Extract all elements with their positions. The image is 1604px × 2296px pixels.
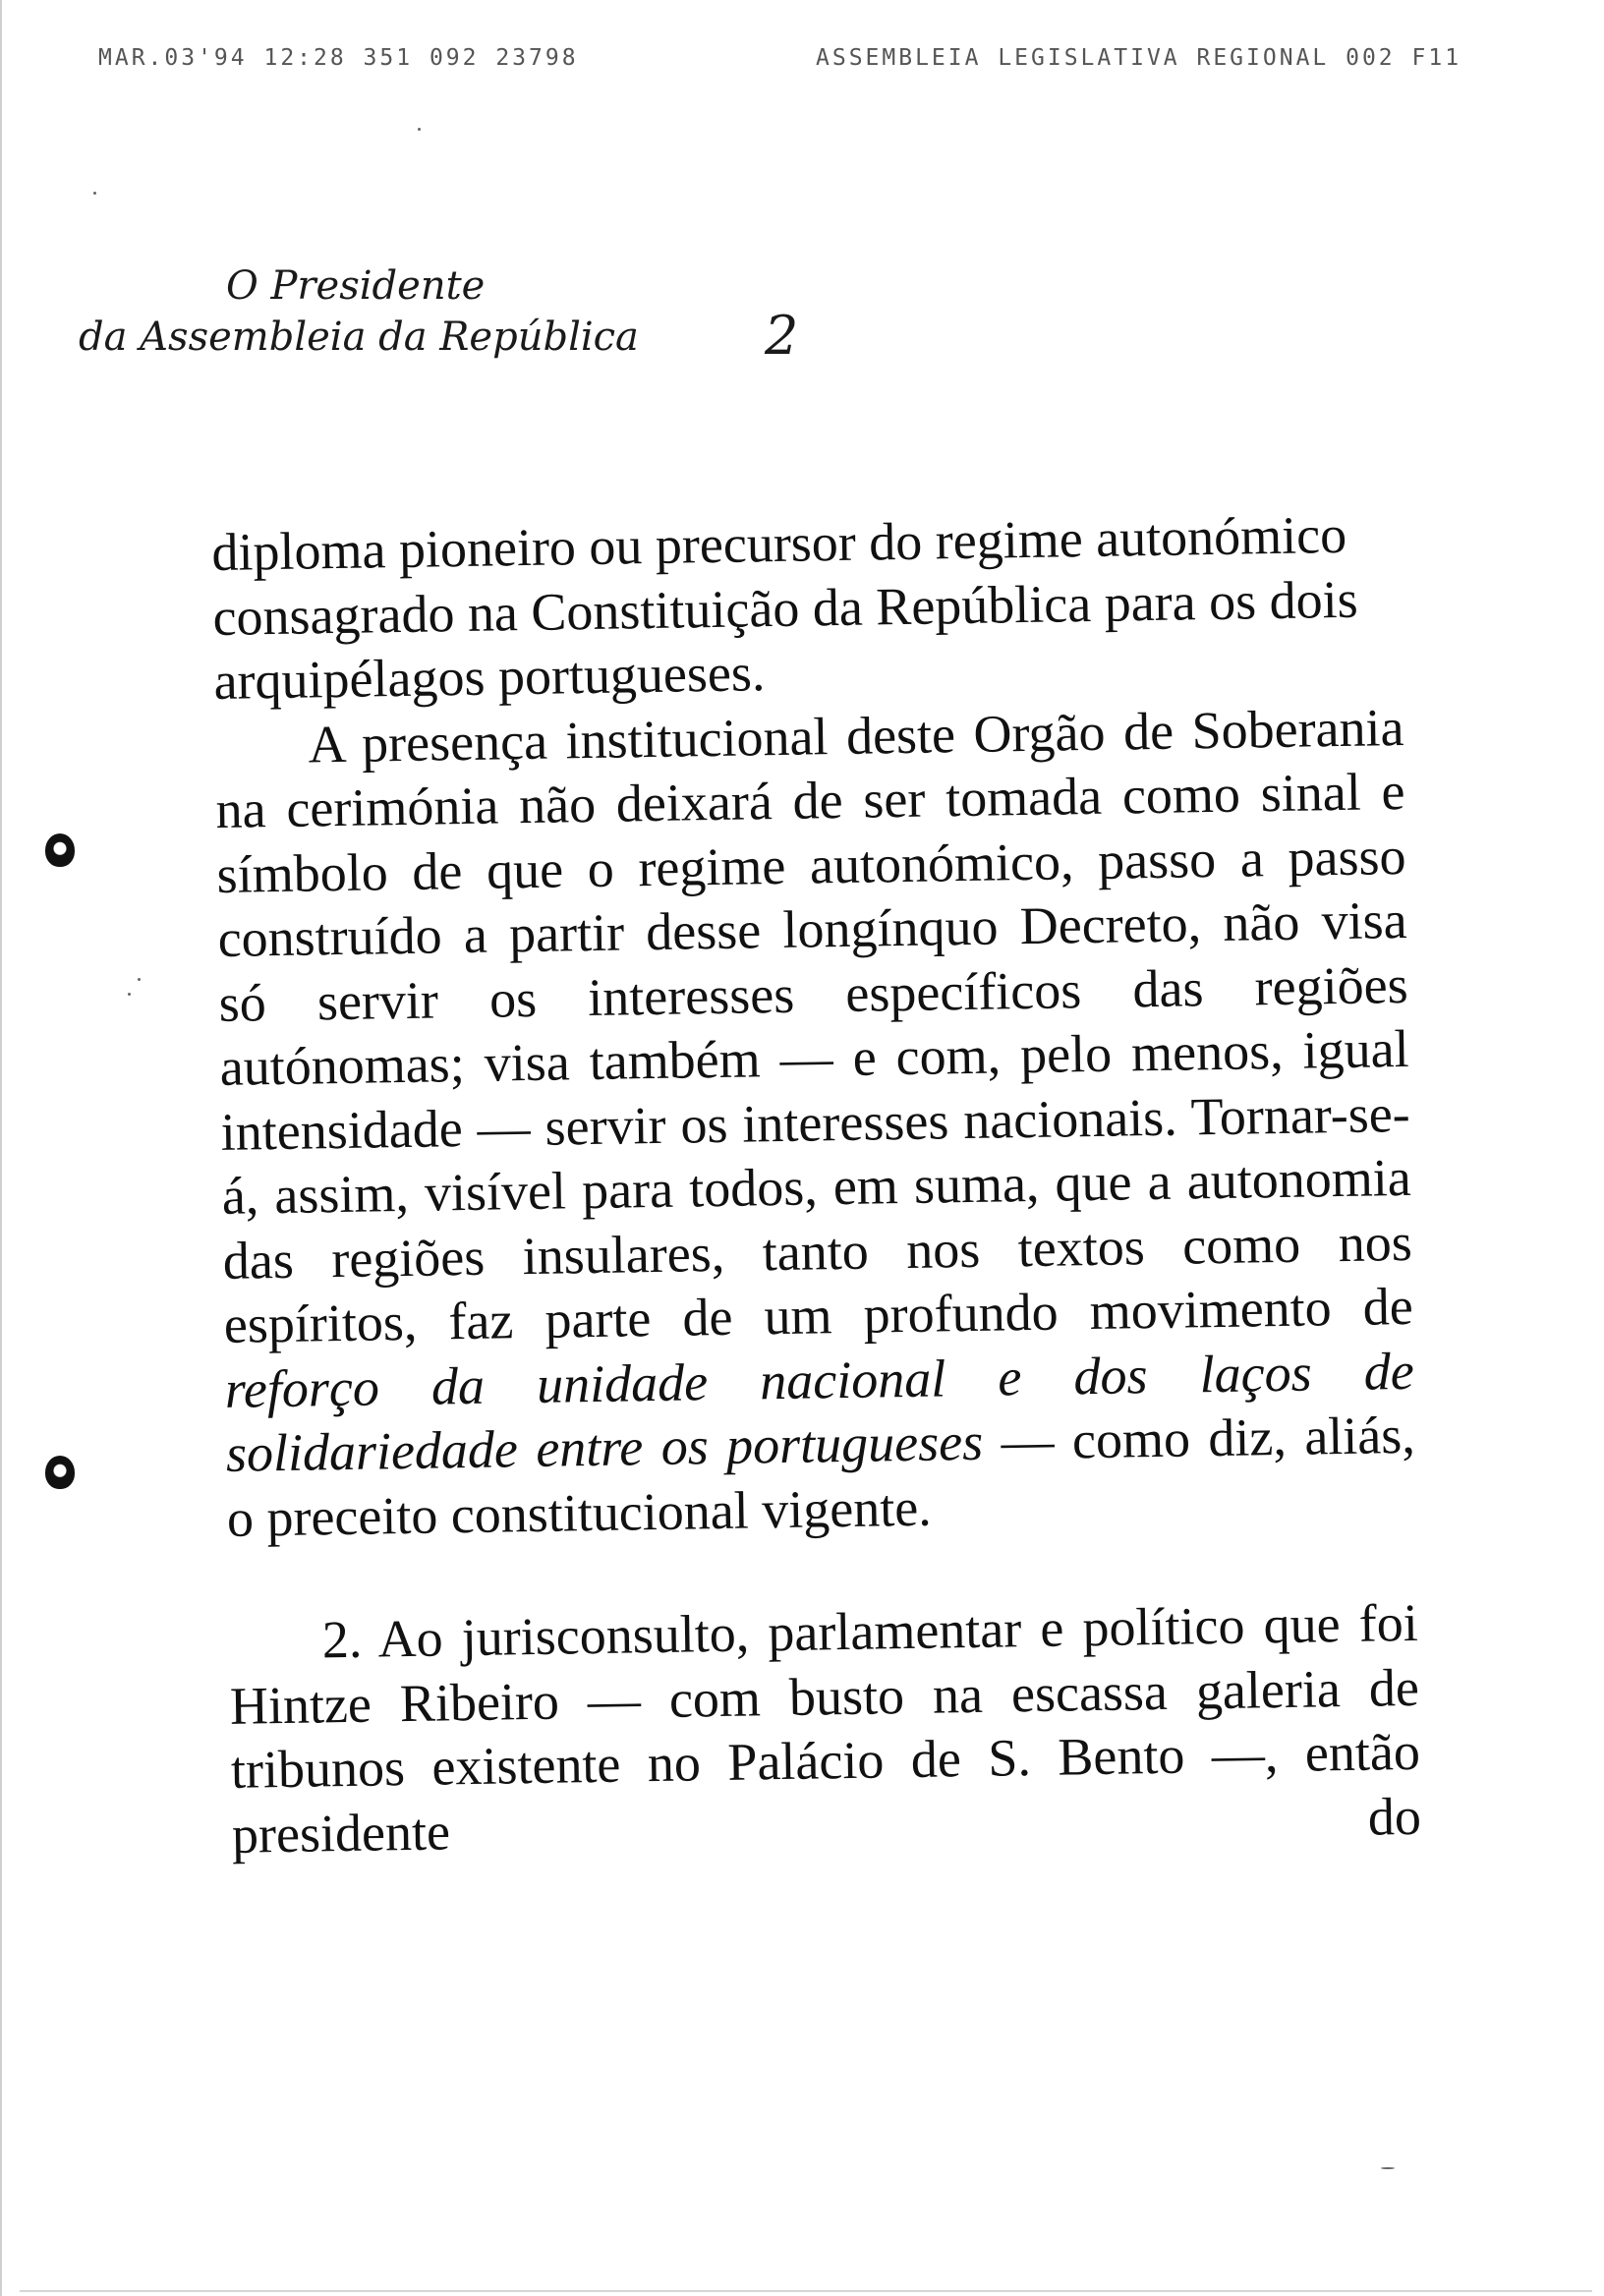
fax-transmission-header	[0, 45, 1604, 85]
page-edge	[0, 0, 2, 2296]
paragraph: 2. Ao jurisconsulto, parlamentar e político que foi Hintze Ribeiro — com busto na escassa galeria de tribunos existente no Palácio de S. Bento —, então presidente do	[229, 1592, 1422, 1865]
paragraph: diploma pioneiro ou precursor do regime autonómico consagrado na Constituição da República para os dois arquipélagos portugueses.	[211, 504, 1359, 711]
page-number: 2	[765, 305, 799, 367]
page-bottom-edge	[20, 2290, 1592, 2292]
scan-speck	[418, 128, 421, 131]
paragraph-text: — como diz, aliás, o preceito constitucional vigente.	[226, 1405, 1416, 1548]
scan-speck	[93, 192, 96, 195]
paragraph	[214, 695, 1416, 1550]
scan-speck	[138, 978, 141, 981]
letterhead-title: O Presidente	[226, 263, 486, 309]
paragraph-text: A presença institucional deste Orgão de Soberania na cerimónia não deixará de ser tomada como sinal e símbolo de que o regime autonómico, passo a passo construído a partir desse longínquo Decreto, não visa só servir os interesses específicos das regiões autónomas; visa também — e com, pelo menos, igual intensidade — servir os interesses nacionais. Tornar-se-á, assim, visível para todos, em suma, que a autonomia das regiões insulares, tanto nos textos como nos espíritos, faz parte de um profundo movimento de	[215, 697, 1414, 1354]
letterhead	[79, 263, 668, 381]
punch-hole-icon	[45, 1456, 75, 1489]
scan-speck	[128, 993, 131, 996]
fax-header-recipient: ASSEMBLEIA LEGISLATIVA REGIONAL 002 F11	[816, 45, 1462, 71]
scan-speck	[1381, 2167, 1395, 2169]
letter-body	[211, 502, 1421, 1867]
letterhead-institution: da Assembleia da República	[79, 315, 639, 360]
punch-hole-icon	[45, 833, 75, 867]
fax-header-sender: MAR.03'94 12:28 351 092 23798	[98, 45, 579, 71]
emphasized-quote: reforço da unidade nacional e dos laços de solidariedade entre os portugueses	[224, 1341, 1415, 1483]
